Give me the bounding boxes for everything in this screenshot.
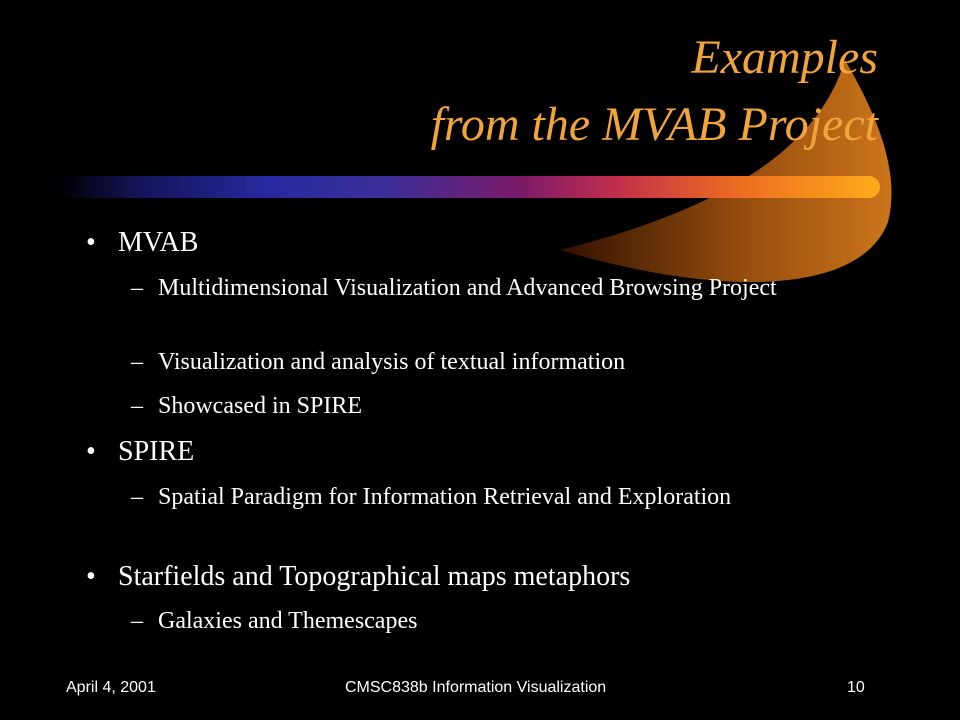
- slide-title-line-2: from the MVAB Project: [430, 98, 878, 151]
- sub-bullet-dash: –: [131, 349, 143, 375]
- sub-bullet-item: [131, 391, 811, 422]
- sub-bullet-item: [131, 606, 811, 637]
- sub-bullet-item: [131, 347, 811, 378]
- sub-bullet-item: [131, 482, 811, 513]
- bullet-dot: •: [86, 436, 96, 467]
- sub-bullet-text: Showcased in SPIRE: [158, 393, 362, 419]
- footer-date: April 4, 2001: [66, 679, 156, 696]
- title-divider-bar: [58, 176, 880, 198]
- sub-bullet-text: Spatial Paradigm for Information Retrieval and Exploration: [158, 484, 732, 510]
- bullet-text: MVAB: [118, 227, 199, 258]
- sub-bullet-dash: –: [131, 484, 143, 510]
- sub-bullet-text: Visualization and analysis of textual information: [158, 349, 626, 375]
- bullet-text: SPIRE: [118, 436, 195, 467]
- sub-bullet-dash: –: [131, 393, 143, 419]
- bullet-text: Starfields and Topographical maps metaphors: [118, 561, 631, 592]
- sub-bullet-text: Multidimensional Visualization and Advanced Browsing Project: [158, 275, 777, 301]
- sub-bullet-dash: –: [131, 275, 143, 301]
- bullet-dot: •: [86, 561, 96, 592]
- slide-title-line-1: Examples: [691, 31, 878, 84]
- sub-bullet-text: Galaxies and Themescapes: [158, 608, 418, 634]
- sub-bullet-item: [131, 273, 811, 304]
- footer-course: CMSC838b Information Visualization: [345, 679, 607, 696]
- footer-page-number: 10: [847, 679, 865, 696]
- sub-bullet-dash: –: [131, 608, 143, 634]
- bullet-dot: •: [86, 227, 96, 258]
